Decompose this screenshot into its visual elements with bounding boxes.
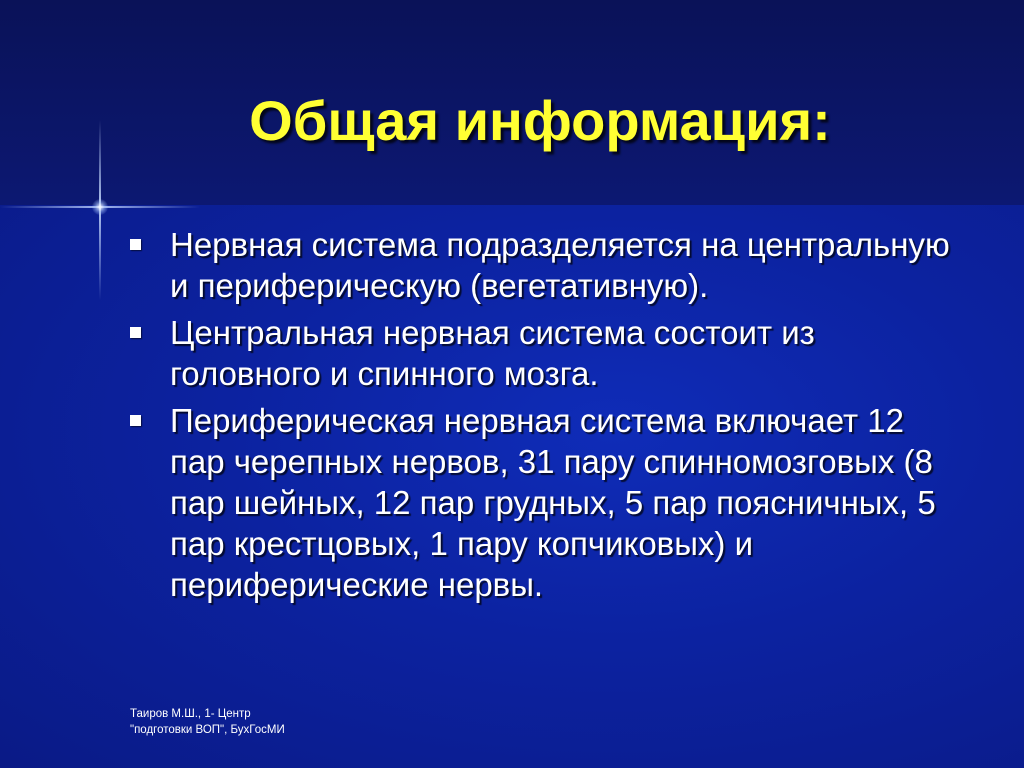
footer-line-1: Таиров М.Ш., 1- Центр bbox=[130, 708, 251, 720]
bullet-list bbox=[130, 224, 960, 611]
bullet-item bbox=[130, 400, 960, 605]
square-bullet-icon bbox=[130, 415, 141, 426]
footer-line-2: "подготовки ВОП", БухГосМИ bbox=[130, 724, 285, 736]
sparkle-core-icon bbox=[92, 199, 108, 215]
bullet-item bbox=[130, 224, 960, 306]
bullet-text: Нервная система подразделяется на центральную и периферическую (вегетативную). bbox=[170, 226, 950, 304]
footer-credit bbox=[130, 706, 285, 738]
slide-title: Общая информация: bbox=[249, 89, 831, 152]
bullet-text: Периферическая нервная система включает 12 пар черепных нервов, 31 пару спинномозговых (8 пар шейных, 12 пар грудных, 5 пар поясничных, 5 пар крестцовых, 1 пару копчиковых) и периферические нервы. bbox=[170, 402, 936, 603]
square-bullet-icon bbox=[130, 239, 141, 250]
bullet-item bbox=[130, 312, 960, 394]
bullet-text: Центральная нервная система состоит из головного и спинного мозга. bbox=[170, 314, 815, 392]
square-bullet-icon bbox=[130, 327, 141, 338]
